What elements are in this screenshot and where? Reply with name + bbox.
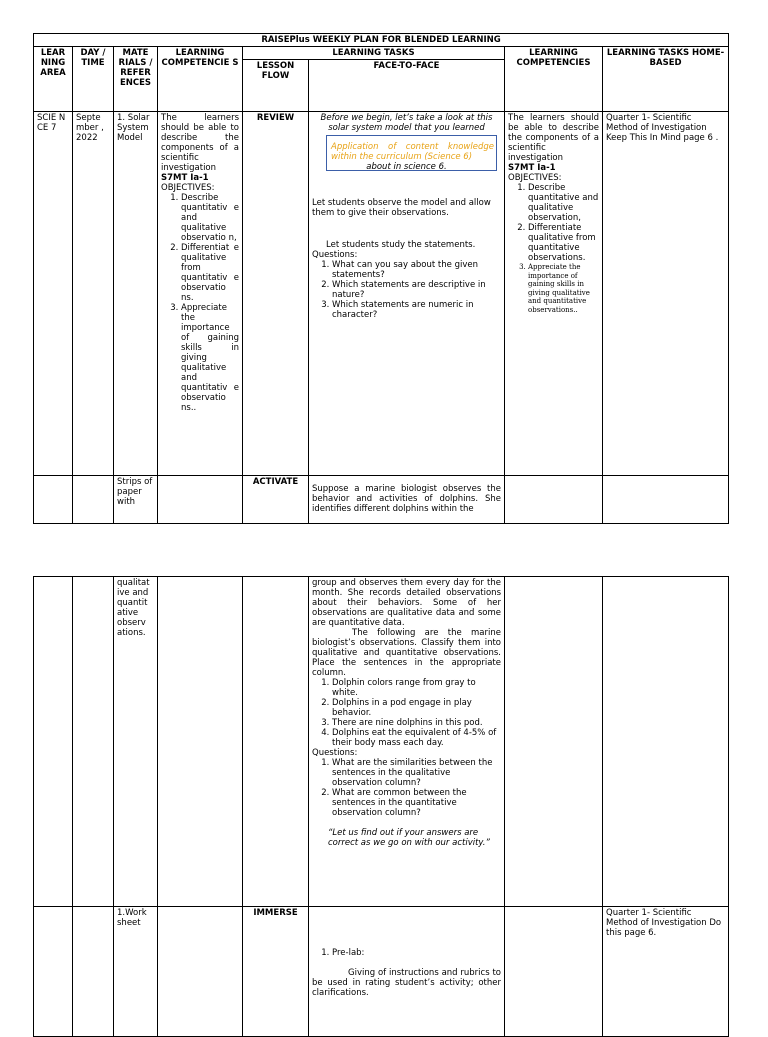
cell-empty <box>243 577 309 907</box>
question-item: 1. What can you say about the given statements? <box>332 260 501 280</box>
cell-competencies <box>158 112 243 476</box>
cell-lesson-flow-review: REVIEW <box>243 112 309 476</box>
cell-competencies-2 <box>505 112 603 476</box>
cell-materials: 1. Solar System Model <box>114 112 158 476</box>
competency-intro: The learners should be able to describe the components of a scientific investigation <box>161 113 239 173</box>
competency-code: S7MT Ia-1 <box>161 173 209 183</box>
cell-materials-3: qualitat ive and quantit ative observ ations. <box>114 577 158 907</box>
questions-label-2: Questions: <box>312 748 358 758</box>
objective2-item: 3. Appreciate the importance of gaining skills in giving qualitative and quantitative observations.. <box>528 263 599 314</box>
objective-item: 3. Appreciate the importance of gaining skills in giving qualitative and quantitativ e observatio ns.. <box>181 303 239 413</box>
objectives2-label: OBJECTIVES: <box>508 173 562 183</box>
cell-empty <box>505 476 603 524</box>
question-item: 3. Which statements are numeric in character? <box>332 300 501 320</box>
cell-face-to-face-activate: Suppose a marine biologist observes the behavior and activities of dolphins. She identifies different dolphins within the <box>309 476 505 524</box>
header-face-to-face: FACE-TO-FACE <box>309 60 505 112</box>
review-about: about in science 6. <box>366 162 447 172</box>
cell-face-to-face-review <box>309 112 505 476</box>
question-item: 2. Which statements are descriptive in nature? <box>332 280 501 300</box>
observation-item: 1. Dolphin colors range from gray to white. <box>332 678 501 698</box>
observations-list <box>312 678 501 748</box>
activate-intro: group and observes them every day for the month. She records detailed observations about their behaviors. Some of her observations are qualitative data and some are quantitative data. <box>312 578 501 628</box>
cell-empty <box>34 577 73 907</box>
immerse-step-text: Giving of instructions and rubrics to be used in rating student’s activity; other clarifications. <box>312 968 501 998</box>
immerse-steps <box>312 948 501 958</box>
observation-item: 3. There are nine dolphins in this pod. <box>332 718 501 728</box>
cell-home-based-immerse: Quarter 1- Scientific Method of Investigation Do this page 6. <box>603 907 729 1037</box>
objectives2-list <box>508 183 599 314</box>
weekly-plan-table-page-1 <box>33 33 729 524</box>
cell-empty <box>158 907 243 1037</box>
review-observe: Let students observe the model and allow them to give their observations. <box>312 198 491 218</box>
objectives-list <box>161 193 239 413</box>
weekly-plan-table-page-2 <box>33 576 729 1037</box>
plan-title: RAISEPlus WEEKLY PLAN FOR BLENDED LEARNING <box>34 34 729 47</box>
cell-learning-area: SCIE NCE 7 <box>34 112 73 476</box>
cell-day-time: Septe mber , 2022 <box>73 112 114 476</box>
objective2-item: 1. Describe quantitative and qualitative observation, <box>528 183 599 223</box>
callout-box: Application of content knowledge within the curriculum (Science 6) <box>326 135 497 171</box>
cell-lesson-flow-activate: ACTIVATE <box>243 476 309 524</box>
header-competencies: LEARNING COMPETENCIE S <box>158 47 243 112</box>
header-materials: MATE RIALS / REFER ENCES <box>114 47 158 112</box>
questions-list <box>312 260 501 320</box>
cell-face-to-face-immerse <box>309 907 505 1037</box>
header-learning-area: LEAR NING AREA <box>34 47 73 112</box>
header-home-based: LEARNING TASKS HOME-BASED <box>603 47 729 112</box>
cell-face-to-face-activate-cont <box>309 577 505 907</box>
cell-empty <box>73 577 114 907</box>
review-study: Let students study the statements. <box>326 240 476 250</box>
review-intro: Before we begin, let’s take a look at this solar system model that you learned <box>320 113 493 133</box>
competency2-intro: The learners should be able to describe the components of a scientific investigation <box>508 113 599 163</box>
cell-empty <box>505 907 603 1037</box>
objective-item: 1. Describe quantitativ e and qualitative observatio n, <box>181 193 239 243</box>
header-day-time: DAY / TIME <box>73 47 114 112</box>
question-item: 1. What are the similarities between the sentences in the qualitative observation column? <box>332 758 501 788</box>
observation-item: 2. Dolphins in a pod engage in play behavior. <box>332 698 501 718</box>
cell-home-based: Quarter 1- Scientific Method of Investigation Keep This In Mind page 6 . <box>603 112 729 476</box>
cell-empty <box>73 907 114 1037</box>
header-lesson-flow: LESSON FLOW <box>243 60 309 112</box>
cell-materials-2: Strips of paper with <box>114 476 158 524</box>
questions-label: Questions: <box>312 250 358 260</box>
objectives-label: OBJECTIVES: <box>161 183 215 193</box>
cell-lesson-flow-immerse: IMMERSE <box>243 907 309 1037</box>
cell-empty <box>505 577 603 907</box>
objective-item: 2. Differentiat e qualitative from quantitativ e observatio ns. <box>181 243 239 303</box>
competency2-code: S7MT Ia-1 <box>508 163 556 173</box>
questions-list-2 <box>312 758 501 818</box>
header-competencies-2: LEARNING COMPETENCIES <box>505 47 603 112</box>
question-item: 2. What are common between the sentences in the quantitative observation column? <box>332 788 501 818</box>
cell-empty <box>73 476 114 524</box>
cell-empty <box>158 577 243 907</box>
observation-item: 4. Dolphins eat the equivalent of 4-5% of their body mass each day. <box>332 728 501 748</box>
activate-classify: The following are the marine biologist’s observations. Classify them into qualitative and quantitative observations. Place the sentences in the appropriate column. <box>312 628 501 678</box>
cell-empty <box>158 476 243 524</box>
header-learning-tasks: LEARNING TASKS <box>243 47 505 60</box>
cell-empty <box>603 476 729 524</box>
cell-materials-4: 1.Work sheet <box>114 907 158 1037</box>
objective2-item: 2. Differentiate qualitative from quantitative observations. <box>528 223 599 263</box>
cell-empty <box>603 577 729 907</box>
cell-empty <box>34 907 73 1037</box>
step-item: 1. Pre-lab: <box>332 948 501 958</box>
activate-quote: “Let us find out if your answers are correct as we go on with our activity.” <box>328 828 490 848</box>
cell-empty <box>34 476 73 524</box>
